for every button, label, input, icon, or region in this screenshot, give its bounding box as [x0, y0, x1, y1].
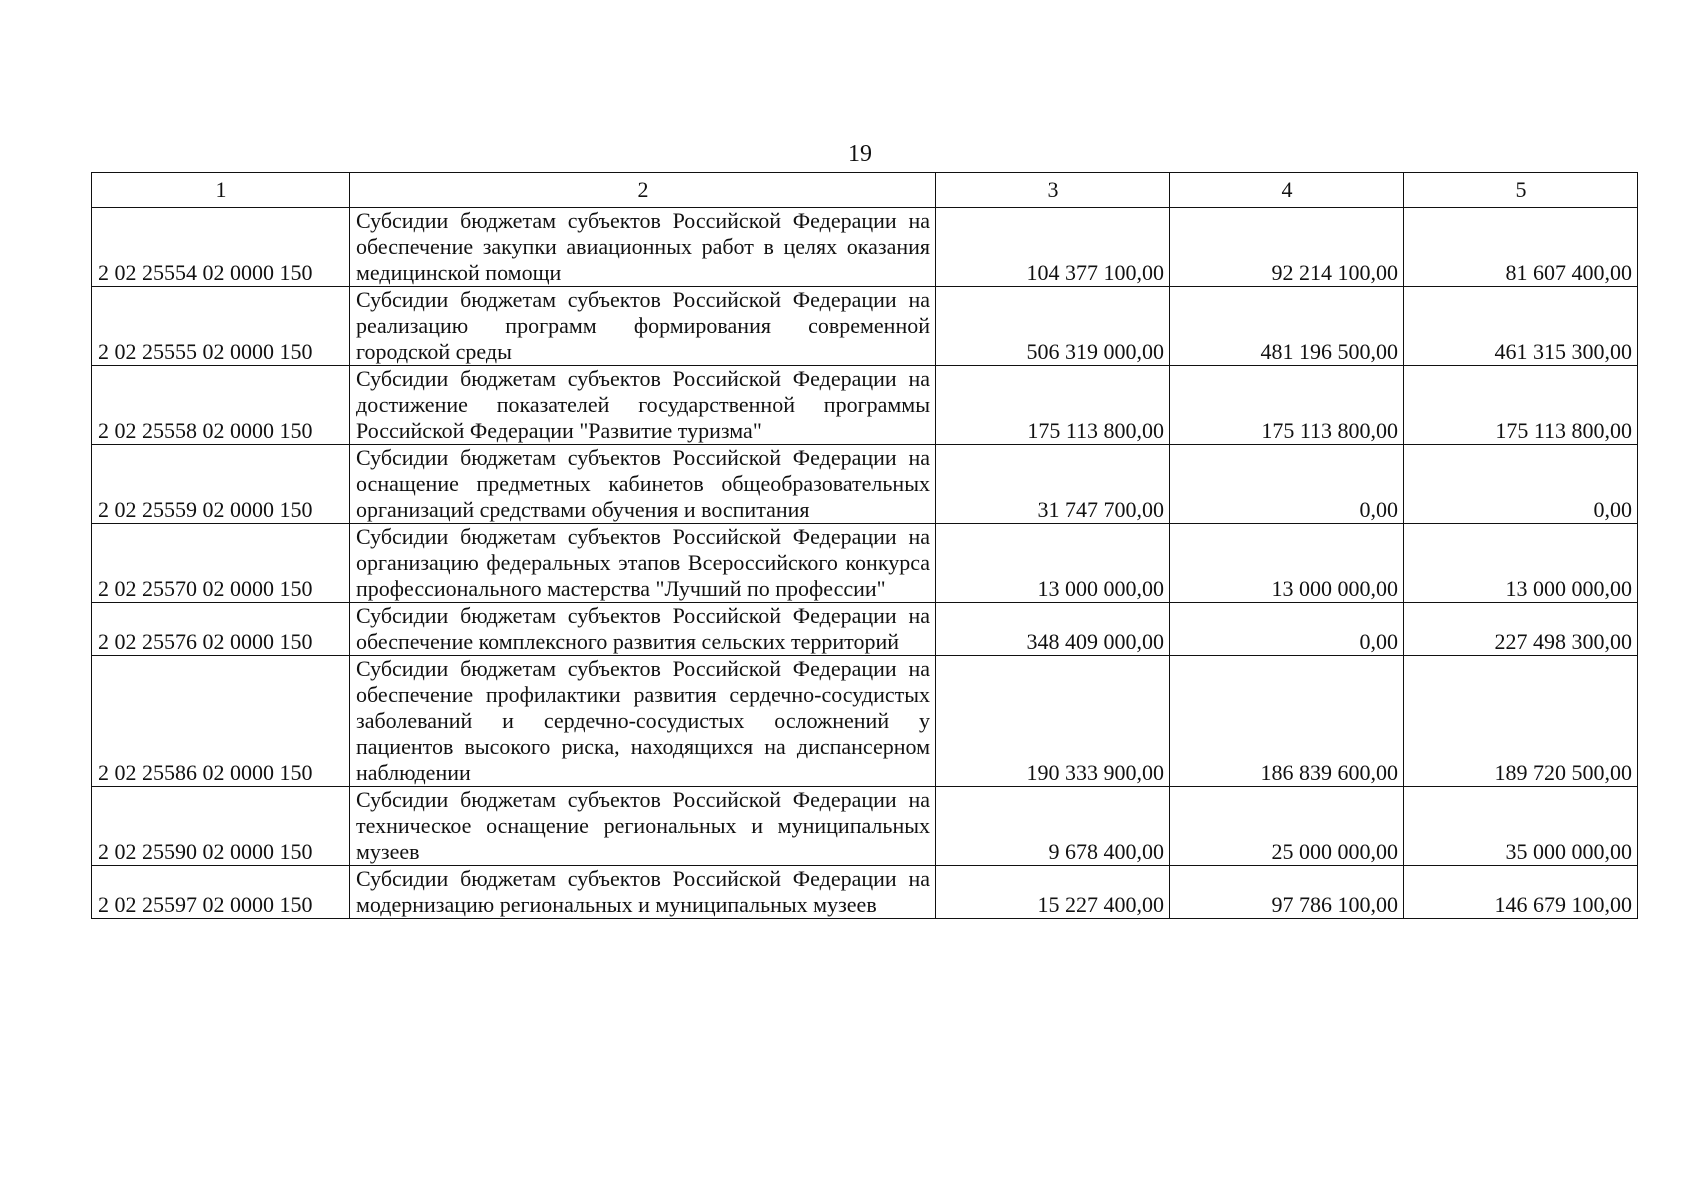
- table-body: [92, 208, 1638, 919]
- budget-code: 2 02 25554 02 0000 150: [92, 208, 350, 287]
- amount-col3: 13 000 000,00: [936, 524, 1170, 603]
- table-row: [92, 866, 1638, 919]
- subsidy-description: Субсидии бюджетам субъектов Российской Федерации на обеспечение профилактики развития сердечно-сосудистых заболеваний и сердечно-сосудистых осложнений у пациентов высокого риска, находящихся на диспансерном наблюдении: [350, 656, 936, 787]
- budget-code: 2 02 25558 02 0000 150: [92, 366, 350, 445]
- amount-col4: 25 000 000,00: [1170, 787, 1404, 866]
- budget-code: 2 02 25559 02 0000 150: [92, 445, 350, 524]
- budget-code: 2 02 25597 02 0000 150: [92, 866, 350, 919]
- amount-col3: 506 319 000,00: [936, 287, 1170, 366]
- page-number: 19: [848, 141, 872, 167]
- amount-col3: 175 113 800,00: [936, 366, 1170, 445]
- amount-col4: 186 839 600,00: [1170, 656, 1404, 787]
- column-header-3: 3: [936, 173, 1170, 208]
- amount-col5: 35 000 000,00: [1404, 787, 1638, 866]
- amount-col5: 189 720 500,00: [1404, 656, 1638, 787]
- table-row: [92, 787, 1638, 866]
- amount-col4: 481 196 500,00: [1170, 287, 1404, 366]
- subsidy-description: Субсидии бюджетам субъектов Российской Федерации на организацию федеральных этапов Всероссийского конкурса профессионального мастерства "Лучший по профессии": [350, 524, 936, 603]
- amount-col4: 92 214 100,00: [1170, 208, 1404, 287]
- subsidy-description: Субсидии бюджетам субъектов Российской Федерации на обеспечение комплексного развития сельских территорий: [350, 603, 936, 656]
- column-header-2: 2: [350, 173, 936, 208]
- budget-code: 2 02 25590 02 0000 150: [92, 787, 350, 866]
- amount-col5: 146 679 100,00: [1404, 866, 1638, 919]
- column-header-5: 5: [1404, 173, 1638, 208]
- budget-code: 2 02 25555 02 0000 150: [92, 287, 350, 366]
- table-row: [92, 366, 1638, 445]
- amount-col4: 0,00: [1170, 603, 1404, 656]
- subsidy-description: Субсидии бюджетам субъектов Российской Федерации на достижение показателей государственной программы Российской Федерации "Развитие туризма": [350, 366, 936, 445]
- subsidy-description: Субсидии бюджетам субъектов Российской Федерации на оснащение предметных кабинетов общеобразовательных организаций средствами обучения и воспитания: [350, 445, 936, 524]
- budget-code: 2 02 25570 02 0000 150: [92, 524, 350, 603]
- subsidy-description: Субсидии бюджетам субъектов Российской Федерации на обеспечение закупки авиационных работ в целях оказания медицинской помощи: [350, 208, 936, 287]
- budget-code: 2 02 25576 02 0000 150: [92, 603, 350, 656]
- amount-col5: 227 498 300,00: [1404, 603, 1638, 656]
- column-header-1: 1: [92, 173, 350, 208]
- subsidy-description: Субсидии бюджетам субъектов Российской Федерации на модернизацию региональных и муниципальных музеев: [350, 866, 936, 919]
- table-row: [92, 208, 1638, 287]
- subsidy-description: Субсидии бюджетам субъектов Российской Федерации на техническое оснащение региональных и муниципальных музеев: [350, 787, 936, 866]
- amount-col3: 15 227 400,00: [936, 866, 1170, 919]
- table-row: [92, 603, 1638, 656]
- amount-col5: 175 113 800,00: [1404, 366, 1638, 445]
- amount-col4: 0,00: [1170, 445, 1404, 524]
- column-header-4: 4: [1170, 173, 1404, 208]
- table-row: [92, 287, 1638, 366]
- amount-col3: 348 409 000,00: [936, 603, 1170, 656]
- table-row: [92, 656, 1638, 787]
- budget-code: 2 02 25586 02 0000 150: [92, 656, 350, 787]
- amount-col5: 0,00: [1404, 445, 1638, 524]
- amount-col4: 13 000 000,00: [1170, 524, 1404, 603]
- amount-col4: 97 786 100,00: [1170, 866, 1404, 919]
- amount-col4: 175 113 800,00: [1170, 366, 1404, 445]
- table-row: [92, 445, 1638, 524]
- amount-col5: 13 000 000,00: [1404, 524, 1638, 603]
- amount-col3: 9 678 400,00: [936, 787, 1170, 866]
- amount-col3: 104 377 100,00: [936, 208, 1170, 287]
- amount-col3: 190 333 900,00: [936, 656, 1170, 787]
- budget-table: [91, 172, 1638, 919]
- amount-col5: 81 607 400,00: [1404, 208, 1638, 287]
- header-row: [92, 173, 1638, 208]
- amount-col3: 31 747 700,00: [936, 445, 1170, 524]
- subsidy-description: Субсидии бюджетам субъектов Российской Федерации на реализацию программ формирования современной городской среды: [350, 287, 936, 366]
- amount-col5: 461 315 300,00: [1404, 287, 1638, 366]
- table-header: [92, 173, 1638, 208]
- table-row: [92, 524, 1638, 603]
